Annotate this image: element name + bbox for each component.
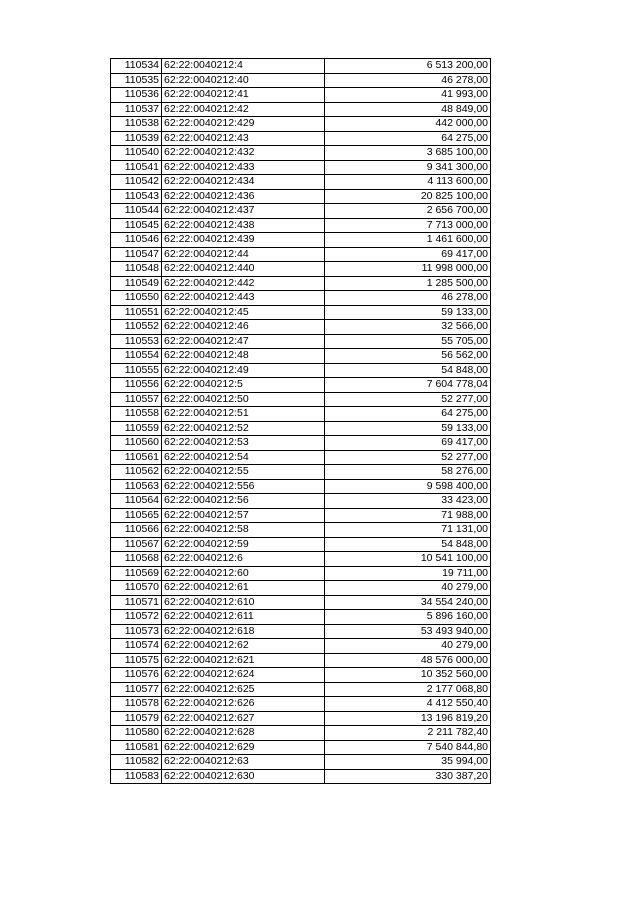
table-row — [111, 595, 491, 610]
value-cell: 7 540 844,80 — [325, 740, 491, 755]
table-row — [111, 740, 491, 755]
row-number-cell: 110555 — [111, 363, 162, 378]
value-cell: 2 656 700,00 — [325, 204, 491, 219]
row-number-cell: 110559 — [111, 421, 162, 436]
cadastral-number-cell: 62:22:0040212:628 — [162, 726, 325, 741]
value-cell: 69 417,00 — [325, 436, 491, 451]
row-number-cell: 110554 — [111, 349, 162, 364]
value-cell: 54 848,00 — [325, 537, 491, 552]
value-cell: 19 711,00 — [325, 566, 491, 581]
value-cell: 9 341 300,00 — [325, 160, 491, 175]
value-cell: 64 275,00 — [325, 407, 491, 422]
cadastral-number-cell: 62:22:0040212:46 — [162, 320, 325, 335]
cadastral-number-cell: 62:22:0040212:432 — [162, 146, 325, 161]
table-row — [111, 668, 491, 683]
value-cell: 7 604 778,04 — [325, 378, 491, 393]
row-number-cell: 110549 — [111, 276, 162, 291]
row-number-cell: 110557 — [111, 392, 162, 407]
cadastral-number-cell: 62:22:0040212:40 — [162, 73, 325, 88]
row-number-cell: 110574 — [111, 639, 162, 654]
row-number-cell: 110572 — [111, 610, 162, 625]
row-number-cell: 110583 — [111, 769, 162, 784]
value-cell: 10 352 560,00 — [325, 668, 491, 683]
row-number-cell: 110553 — [111, 334, 162, 349]
table-row — [111, 523, 491, 538]
row-number-cell: 110564 — [111, 494, 162, 509]
value-cell: 56 562,00 — [325, 349, 491, 364]
cadastral-number-cell: 62:22:0040212:60 — [162, 566, 325, 581]
row-number-cell: 110535 — [111, 73, 162, 88]
cadastral-number-cell: 62:22:0040212:556 — [162, 479, 325, 494]
value-cell: 4 113 600,00 — [325, 175, 491, 190]
row-number-cell: 110544 — [111, 204, 162, 219]
cadastral-number-cell: 62:22:0040212:41 — [162, 88, 325, 103]
table-row — [111, 233, 491, 248]
cadastral-number-cell: 62:22:0040212:61 — [162, 581, 325, 596]
cadastral-number-cell: 62:22:0040212:611 — [162, 610, 325, 625]
row-number-cell: 110534 — [111, 59, 162, 74]
value-cell: 69 417,00 — [325, 247, 491, 262]
row-number-cell: 110558 — [111, 407, 162, 422]
table-row — [111, 436, 491, 451]
value-cell: 6 513 200,00 — [325, 59, 491, 74]
row-number-cell: 110578 — [111, 697, 162, 712]
cadastral-number-cell: 62:22:0040212:42 — [162, 102, 325, 117]
row-number-cell: 110568 — [111, 552, 162, 567]
cadastral-number-cell: 62:22:0040212:630 — [162, 769, 325, 784]
value-cell: 40 279,00 — [325, 639, 491, 654]
table-row — [111, 566, 491, 581]
value-cell: 11 998 000,00 — [325, 262, 491, 277]
table-row — [111, 755, 491, 770]
table-row — [111, 189, 491, 204]
cadastral-number-cell: 62:22:0040212:50 — [162, 392, 325, 407]
table-row — [111, 610, 491, 625]
table-row — [111, 59, 491, 74]
table-row — [111, 363, 491, 378]
value-cell: 55 705,00 — [325, 334, 491, 349]
row-number-cell: 110561 — [111, 450, 162, 465]
value-cell: 52 277,00 — [325, 450, 491, 465]
table-row — [111, 407, 491, 422]
cadastral-number-cell: 62:22:0040212:437 — [162, 204, 325, 219]
value-cell: 59 133,00 — [325, 305, 491, 320]
row-number-cell: 110552 — [111, 320, 162, 335]
row-number-cell: 110543 — [111, 189, 162, 204]
cadastral-number-cell: 62:22:0040212:51 — [162, 407, 325, 422]
cadastral-number-cell: 62:22:0040212:436 — [162, 189, 325, 204]
row-number-cell: 110541 — [111, 160, 162, 175]
table-row — [111, 88, 491, 103]
row-number-cell: 110551 — [111, 305, 162, 320]
row-number-cell: 110579 — [111, 711, 162, 726]
table-row — [111, 494, 491, 509]
value-cell: 53 493 940,00 — [325, 624, 491, 639]
value-cell: 1 285 500,00 — [325, 276, 491, 291]
table-row — [111, 653, 491, 668]
value-cell: 2 177 068,80 — [325, 682, 491, 697]
cadastral-number-cell: 62:22:0040212:53 — [162, 436, 325, 451]
table-row — [111, 537, 491, 552]
cadastral-number-cell: 62:22:0040212:438 — [162, 218, 325, 233]
table-row — [111, 711, 491, 726]
cadastral-number-cell: 62:22:0040212:4 — [162, 59, 325, 74]
value-cell: 9 598 400,00 — [325, 479, 491, 494]
value-cell: 2 211 782,40 — [325, 726, 491, 741]
table-row — [111, 581, 491, 596]
table-row — [111, 334, 491, 349]
cadastral-number-cell: 62:22:0040212:625 — [162, 682, 325, 697]
cadastral-number-cell: 62:22:0040212:63 — [162, 755, 325, 770]
value-cell: 64 275,00 — [325, 131, 491, 146]
value-cell: 48 849,00 — [325, 102, 491, 117]
cadastral-number-cell: 62:22:0040212:44 — [162, 247, 325, 262]
row-number-cell: 110567 — [111, 537, 162, 552]
table-row — [111, 639, 491, 654]
cadastral-number-cell: 62:22:0040212:6 — [162, 552, 325, 567]
cadastral-number-cell: 62:22:0040212:49 — [162, 363, 325, 378]
row-number-cell: 110566 — [111, 523, 162, 538]
value-cell: 71 131,00 — [325, 523, 491, 538]
table-body — [111, 59, 491, 784]
row-number-cell: 110565 — [111, 508, 162, 523]
cadastral-number-cell: 62:22:0040212:47 — [162, 334, 325, 349]
row-number-cell: 110571 — [111, 595, 162, 610]
value-cell: 52 277,00 — [325, 392, 491, 407]
table-row — [111, 175, 491, 190]
row-number-cell: 110562 — [111, 465, 162, 480]
row-number-cell: 110547 — [111, 247, 162, 262]
cadastral-number-cell: 62:22:0040212:52 — [162, 421, 325, 436]
table-row — [111, 305, 491, 320]
cadastral-number-cell: 62:22:0040212:43 — [162, 131, 325, 146]
cadastral-number-cell: 62:22:0040212:629 — [162, 740, 325, 755]
cadastral-number-cell: 62:22:0040212:626 — [162, 697, 325, 712]
row-number-cell: 110540 — [111, 146, 162, 161]
value-cell: 32 566,00 — [325, 320, 491, 335]
data-table — [110, 58, 491, 784]
value-cell: 442 000,00 — [325, 117, 491, 132]
cadastral-number-cell: 62:22:0040212:440 — [162, 262, 325, 277]
row-number-cell: 110546 — [111, 233, 162, 248]
value-cell: 1 461 600,00 — [325, 233, 491, 248]
cadastral-number-cell: 62:22:0040212:58 — [162, 523, 325, 538]
row-number-cell: 110560 — [111, 436, 162, 451]
row-number-cell: 110581 — [111, 740, 162, 755]
cadastral-number-cell: 62:22:0040212:442 — [162, 276, 325, 291]
row-number-cell: 110548 — [111, 262, 162, 277]
row-number-cell: 110542 — [111, 175, 162, 190]
table-row — [111, 508, 491, 523]
table-row — [111, 378, 491, 393]
table-row — [111, 624, 491, 639]
row-number-cell: 110539 — [111, 131, 162, 146]
table-row — [111, 421, 491, 436]
value-cell: 54 848,00 — [325, 363, 491, 378]
cadastral-number-cell: 62:22:0040212:610 — [162, 595, 325, 610]
cadastral-number-cell: 62:22:0040212:55 — [162, 465, 325, 480]
table-row — [111, 146, 491, 161]
value-cell: 3 685 100,00 — [325, 146, 491, 161]
cadastral-number-cell: 62:22:0040212:627 — [162, 711, 325, 726]
value-cell: 41 993,00 — [325, 88, 491, 103]
cadastral-number-cell: 62:22:0040212:618 — [162, 624, 325, 639]
table-row — [111, 204, 491, 219]
row-number-cell: 110537 — [111, 102, 162, 117]
value-cell: 10 541 100,00 — [325, 552, 491, 567]
cadastral-number-cell: 62:22:0040212:443 — [162, 291, 325, 306]
value-cell: 48 576 000,00 — [325, 653, 491, 668]
value-cell: 5 896 160,00 — [325, 610, 491, 625]
value-cell: 20 825 100,00 — [325, 189, 491, 204]
table-row — [111, 73, 491, 88]
value-cell: 40 279,00 — [325, 581, 491, 596]
table-row — [111, 552, 491, 567]
cadastral-number-cell: 62:22:0040212:59 — [162, 537, 325, 552]
row-number-cell: 110536 — [111, 88, 162, 103]
row-number-cell: 110577 — [111, 682, 162, 697]
table-row — [111, 392, 491, 407]
table-row — [111, 247, 491, 262]
cadastral-number-cell: 62:22:0040212:57 — [162, 508, 325, 523]
row-number-cell: 110582 — [111, 755, 162, 770]
row-number-cell: 110545 — [111, 218, 162, 233]
table-row — [111, 697, 491, 712]
value-cell: 46 278,00 — [325, 73, 491, 88]
table-row — [111, 218, 491, 233]
cadastral-number-cell: 62:22:0040212:434 — [162, 175, 325, 190]
row-number-cell: 110569 — [111, 566, 162, 581]
row-number-cell: 110580 — [111, 726, 162, 741]
row-number-cell: 110563 — [111, 479, 162, 494]
cadastral-number-cell: 62:22:0040212:624 — [162, 668, 325, 683]
table-row — [111, 160, 491, 175]
table-row — [111, 291, 491, 306]
row-number-cell: 110538 — [111, 117, 162, 132]
cadastral-number-cell: 62:22:0040212:5 — [162, 378, 325, 393]
row-number-cell: 110570 — [111, 581, 162, 596]
value-cell: 330 387,20 — [325, 769, 491, 784]
value-cell: 35 994,00 — [325, 755, 491, 770]
cadastral-number-cell: 62:22:0040212:45 — [162, 305, 325, 320]
cadastral-number-cell: 62:22:0040212:433 — [162, 160, 325, 175]
value-cell: 46 278,00 — [325, 291, 491, 306]
cadastral-number-cell: 62:22:0040212:54 — [162, 450, 325, 465]
table-row — [111, 682, 491, 697]
row-number-cell: 110575 — [111, 653, 162, 668]
table-row — [111, 102, 491, 117]
row-number-cell: 110573 — [111, 624, 162, 639]
value-cell: 59 133,00 — [325, 421, 491, 436]
table-row — [111, 276, 491, 291]
cadastral-number-cell: 62:22:0040212:621 — [162, 653, 325, 668]
value-cell: 7 713 000,00 — [325, 218, 491, 233]
table-row — [111, 726, 491, 741]
value-cell: 4 412 550,40 — [325, 697, 491, 712]
value-cell: 13 196 819,20 — [325, 711, 491, 726]
cadastral-number-cell: 62:22:0040212:56 — [162, 494, 325, 509]
table-row — [111, 769, 491, 784]
table-row — [111, 131, 491, 146]
table-row — [111, 465, 491, 480]
table-row — [111, 117, 491, 132]
cadastral-number-cell: 62:22:0040212:48 — [162, 349, 325, 364]
cadastral-number-cell: 62:22:0040212:439 — [162, 233, 325, 248]
value-cell: 58 276,00 — [325, 465, 491, 480]
value-cell: 34 554 240,00 — [325, 595, 491, 610]
cadastral-number-cell: 62:22:0040212:429 — [162, 117, 325, 132]
table-row — [111, 479, 491, 494]
table-row — [111, 450, 491, 465]
table-row — [111, 262, 491, 277]
table-row — [111, 349, 491, 364]
row-number-cell: 110576 — [111, 668, 162, 683]
value-cell: 71 988,00 — [325, 508, 491, 523]
row-number-cell: 110550 — [111, 291, 162, 306]
table-row — [111, 320, 491, 335]
row-number-cell: 110556 — [111, 378, 162, 393]
value-cell: 33 423,00 — [325, 494, 491, 509]
cadastral-number-cell: 62:22:0040212:62 — [162, 639, 325, 654]
